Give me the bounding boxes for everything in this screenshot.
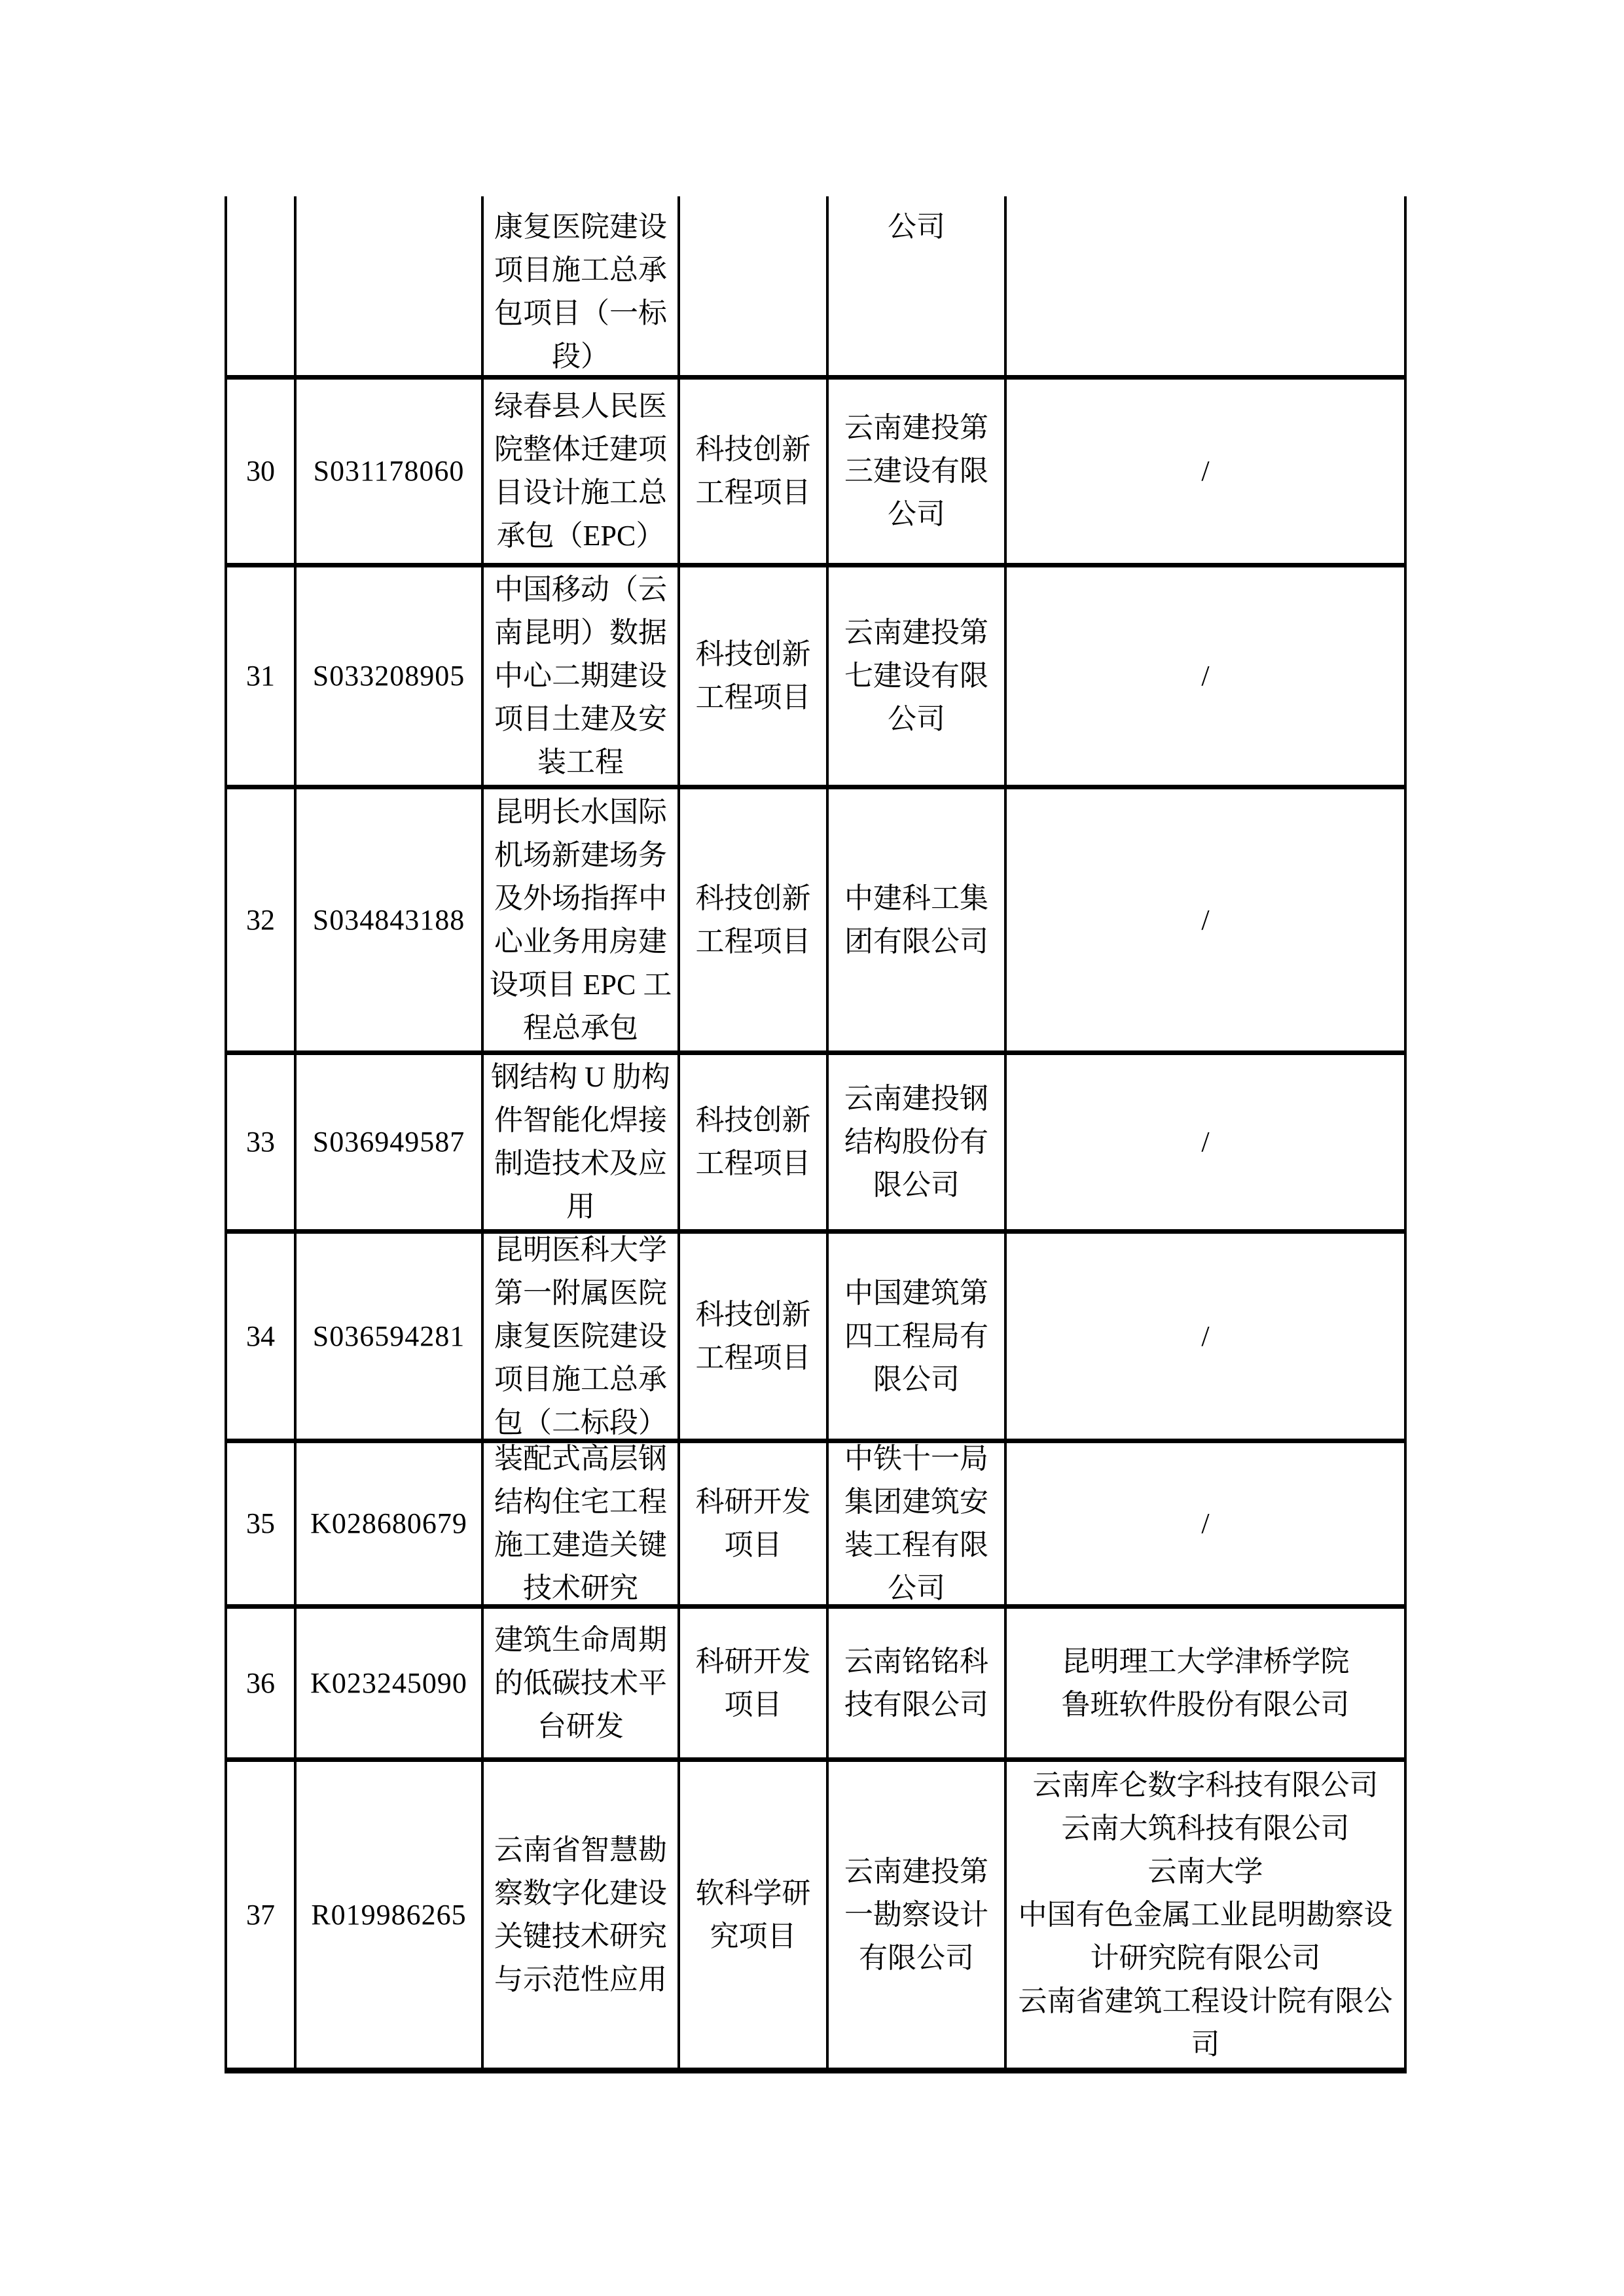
cell-project-type: 软科学研究项目 bbox=[680, 1762, 829, 2068]
cell-no: 30 bbox=[227, 380, 297, 563]
cell-partners bbox=[1007, 789, 1404, 1050]
cell-company: 云南建投第三建设有限公司 bbox=[829, 380, 1007, 563]
table-row bbox=[227, 1439, 1404, 1604]
cell-project-name: 钢结构 U 肋构件智能化焊接制造技术及应用 bbox=[484, 1055, 680, 1229]
cell-partners bbox=[1007, 380, 1404, 563]
projects-table bbox=[225, 196, 1407, 2073]
cell-company: 公司 bbox=[829, 196, 1007, 375]
cell-code: R019986265 bbox=[297, 1762, 484, 2068]
cell-project-name: 康复医院建设项目施工总承包项目（一标段） bbox=[484, 196, 680, 375]
partner-entry: 中国有色金属工业昆明勘察设计研究院有限公司 bbox=[1018, 1898, 1393, 1974]
partner-entry: 云南大筑科技有限公司 bbox=[1061, 1812, 1350, 1844]
table-row bbox=[227, 563, 1404, 785]
cell-code: S036594281 bbox=[297, 1234, 484, 1439]
cell-project-type: 科研开发项目 bbox=[680, 1443, 829, 1604]
cell-company: 云南建投钢结构股份有限公司 bbox=[829, 1055, 1007, 1229]
cell-code bbox=[297, 196, 484, 375]
cell-no: 31 bbox=[227, 567, 297, 785]
cell-code: S033208905 bbox=[297, 567, 484, 785]
cell-code: S034843188 bbox=[297, 789, 484, 1050]
partner-entry: 云南库仑数字科技有限公司 bbox=[1032, 1768, 1379, 1801]
table-row bbox=[227, 785, 1404, 1050]
partner-entry: / bbox=[1201, 455, 1210, 487]
cell-partners bbox=[1007, 1609, 1404, 1757]
cell-project-name: 昆明医科大学第一附属医院康复医院建设项目施工总承包（二标段） bbox=[484, 1234, 680, 1439]
cell-company: 中铁十一局集团建筑安装工程有限公司 bbox=[829, 1443, 1007, 1604]
cell-no: 36 bbox=[227, 1609, 297, 1757]
table-row bbox=[227, 1757, 1404, 2068]
cell-partners bbox=[1007, 567, 1404, 785]
cell-company: 中建科工集团有限公司 bbox=[829, 789, 1007, 1050]
cell-project-name: 装配式高层钢结构住宅工程施工建造关键技术研究 bbox=[484, 1443, 680, 1604]
cell-company: 中国建筑第四工程局有限公司 bbox=[829, 1234, 1007, 1439]
partner-entry: / bbox=[1201, 1126, 1210, 1158]
cell-project-name: 建筑生命周期的低碳技术平台研发 bbox=[484, 1609, 680, 1757]
cell-partners bbox=[1007, 1234, 1404, 1439]
cell-project-type: 科技创新工程项目 bbox=[680, 1055, 829, 1229]
table-row bbox=[227, 1229, 1404, 1439]
partner-entry: 鲁班软件股份有限公司 bbox=[1061, 1688, 1350, 1721]
cell-no: 33 bbox=[227, 1055, 297, 1229]
cell-code: K023245090 bbox=[297, 1609, 484, 1757]
cell-code: S036949587 bbox=[297, 1055, 484, 1229]
cell-partners bbox=[1007, 1443, 1404, 1604]
cell-project-name: 昆明长水国际机场新建场务及外场指挥中心业务用房建设项目 EPC 工程总承包 bbox=[484, 789, 680, 1050]
table-row bbox=[227, 1604, 1404, 1757]
cell-code: S031178060 bbox=[297, 380, 484, 563]
cell-project-type: 科研开发项目 bbox=[680, 1609, 829, 1757]
cell-project-name: 中国移动（云南昆明）数据中心二期建设项目土建及安装工程 bbox=[484, 567, 680, 785]
cell-project-type: 科技创新工程项目 bbox=[680, 789, 829, 1050]
partner-entry: 云南大学 bbox=[1147, 1855, 1263, 1888]
cell-partners bbox=[1007, 1055, 1404, 1229]
cell-no: 37 bbox=[227, 1762, 297, 2068]
partner-entry: 云南省建筑工程设计院有限公司 bbox=[1018, 1984, 1393, 2060]
cell-no: 35 bbox=[227, 1443, 297, 1604]
cell-project-type: 科技创新工程项目 bbox=[680, 567, 829, 785]
partner-entry: / bbox=[1201, 1319, 1210, 1352]
cell-code: K028680679 bbox=[297, 1443, 484, 1604]
cell-partners bbox=[1007, 196, 1404, 375]
table-row-partial bbox=[227, 196, 1404, 375]
cell-no bbox=[227, 196, 297, 375]
table-row bbox=[227, 375, 1404, 563]
partner-entry: / bbox=[1201, 903, 1210, 936]
partner-entry: / bbox=[1201, 1507, 1210, 1539]
partner-entry: 昆明理工大学津桥学院 bbox=[1061, 1645, 1350, 1677]
cell-company: 云南建投第七建设有限公司 bbox=[829, 567, 1007, 785]
cell-no: 32 bbox=[227, 789, 297, 1050]
cell-no: 34 bbox=[227, 1234, 297, 1439]
cell-project-type bbox=[680, 196, 829, 375]
cell-project-type: 科技创新工程项目 bbox=[680, 1234, 829, 1439]
table-row bbox=[227, 1050, 1404, 1229]
partner-entry: / bbox=[1201, 660, 1210, 692]
cell-project-name: 云南省智慧勘察数字化建设关键技术研究与示范性应用 bbox=[484, 1762, 680, 2068]
cell-company: 云南建投第一勘察设计有限公司 bbox=[829, 1762, 1007, 2068]
cell-project-type: 科技创新工程项目 bbox=[680, 380, 829, 563]
cell-partners bbox=[1007, 1762, 1404, 2068]
cell-project-name: 绿春县人民医院整体迁建项目设计施工总承包（EPC） bbox=[484, 380, 680, 563]
cell-company: 云南铭铭科技有限公司 bbox=[829, 1609, 1007, 1757]
